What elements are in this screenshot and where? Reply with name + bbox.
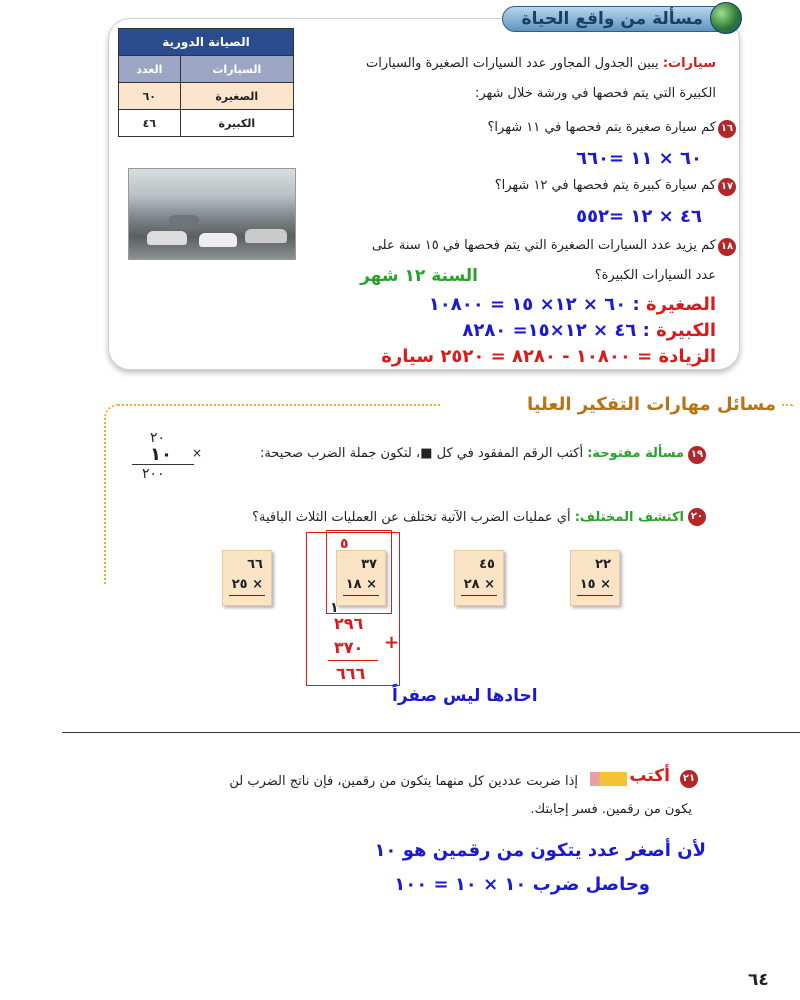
q21-line-2: يكون من رقمين. فسر إجابتك. — [530, 802, 692, 817]
q18-line-1: كم يزيد عدد السيارات الصغيرة التي يتم فحصها في ١٥ سنة على — [371, 238, 716, 253]
q18-diff-eq: = ١٠٨٠٠ - ٨٢٨٠ = ٢٥٢٠ سيارة — [381, 346, 653, 367]
q18-large-line — [386, 320, 716, 341]
q18-large-eq: : ٤٦ × ١٢×١٥= ٨٢٨٠ — [462, 320, 650, 341]
table-header-cars: السيارات — [180, 56, 293, 83]
q21-line-1: إذا ضربت عددين كل منهما يتكون من رقمين، فإن ناتج الضرب لن — [229, 774, 578, 789]
table-cell-value: ٤٦ — [119, 110, 181, 137]
carry-digit: ٥ — [340, 536, 349, 552]
q18-line-2: عدد السيارات الكبيرة؟ — [594, 268, 716, 283]
q21-answer-2: وحاصل ضرب ١٠ × ١٠ = ١٠٠ — [394, 874, 650, 895]
section2-title: مسائل مهارات التفكير العليا — [440, 394, 780, 415]
sum-rule — [328, 660, 378, 661]
page-number: ٦٤ — [748, 970, 769, 990]
q17-answer: ٤٦ × ١٢ =٥٥٢ — [576, 206, 702, 227]
table-title: الصيانة الدورية — [119, 29, 294, 56]
question-badge-16: ١٦ — [718, 120, 736, 138]
q17-text: كم سيارة كبيرة يتم فحصها في ١٢ شهرا؟ — [494, 178, 716, 193]
intro-line-1 — [296, 56, 716, 71]
q18-note: السنة ١٢ شهر — [360, 266, 478, 286]
table-row — [119, 83, 294, 110]
q16-text: كم سيارة صغيرة يتم فحصها في ١١ شهرا؟ — [487, 120, 716, 135]
partial-product-2: ٣٧٠ — [334, 638, 364, 657]
q18-diff-label: الزيادة — [658, 346, 716, 367]
intro-line-2: الكبيرة التي يتم فحصها في ورشة خلال شهر: — [474, 86, 716, 101]
q19-label: مسألة مفتوحة: — [587, 446, 684, 461]
maintenance-table — [118, 28, 294, 137]
garage-photo — [128, 168, 296, 260]
card-top: ٣٧ — [361, 557, 377, 572]
q18-small-line — [386, 294, 716, 315]
section-border — [104, 404, 794, 584]
table-cell-label: الصغيرة — [180, 83, 293, 110]
q18-small-label: الصغيرة — [646, 294, 716, 315]
q19-line — [224, 446, 684, 461]
q19-top: ٢٠ — [150, 430, 166, 446]
card-bottom: ٢٥ × — [231, 577, 263, 592]
card-bottom: ١٥ × — [579, 577, 611, 592]
question-badge-20: ٢٠ — [688, 508, 706, 526]
q18-diff-line — [336, 346, 716, 367]
card-top: ٢٢ — [595, 557, 611, 572]
q16-answer: ٦٠ × ١١ =٦٦٠ — [576, 148, 702, 169]
q21-answer-1: لأن أصغر عدد يتكون من رقمين هو ١٠ — [374, 840, 706, 861]
table-header-count: العدد — [119, 56, 181, 83]
q20-text: أي عمليات الضرب الآتية تختلف عن العمليات الثلاث الباقية؟ — [252, 510, 571, 525]
card-bottom: ١٨ × — [345, 577, 377, 592]
q20-label: اكتشف المختلف: — [574, 510, 684, 525]
plus-sign: + — [384, 632, 400, 653]
card-top: ٤٥ — [479, 557, 495, 572]
q20-answer: احادها ليس صفراً — [392, 686, 538, 706]
q19-rule — [132, 464, 194, 465]
q19-times: × — [192, 446, 203, 460]
card-multiplication — [570, 550, 620, 606]
q19-mid: ١٠ — [150, 444, 172, 465]
table-row — [119, 110, 294, 137]
q20-line — [204, 510, 684, 525]
card-multiplication — [222, 550, 272, 606]
globe-icon — [710, 2, 742, 34]
q19-bottom: ٢٠٠ — [142, 466, 165, 482]
table-cell-label: الكبيرة — [180, 110, 293, 137]
section-banner — [502, 6, 738, 32]
q18-small-eq: : ٦٠ × ١٢× ١٥ = ١٠٨٠٠ — [428, 294, 640, 315]
partial-product-1: ٢٩٦ — [334, 614, 364, 633]
question-badge-21: ٢١ — [680, 770, 698, 788]
q21-label: أكتب — [629, 766, 670, 786]
table-cell-value: ٦٠ — [119, 83, 181, 110]
card-top: ٦٦ — [247, 557, 263, 572]
intro-text-1: يبين الجدول المجاور عدد السيارات الصغيرة والسيارات — [365, 56, 659, 71]
sum-result: ٦٦٦ — [336, 664, 366, 683]
question-badge-17: ١٧ — [718, 178, 736, 196]
q18-large-label: الكبيرة — [656, 320, 716, 341]
section-title: مسألة من واقع الحياة — [521, 9, 703, 29]
question-badge-18: ١٨ — [718, 238, 736, 256]
card-bottom: ٢٨ × — [463, 577, 495, 592]
intro-label: سيارات: — [662, 56, 716, 71]
divider — [62, 732, 800, 733]
question-badge-19: ١٩ — [688, 446, 706, 464]
card-multiplication — [454, 550, 504, 606]
carry-digit-2: ١ — [330, 600, 339, 616]
q19-text: أكتب الرقم المفقود في كل ■، لتكون جملة الضرب صحيحة: — [259, 446, 584, 461]
